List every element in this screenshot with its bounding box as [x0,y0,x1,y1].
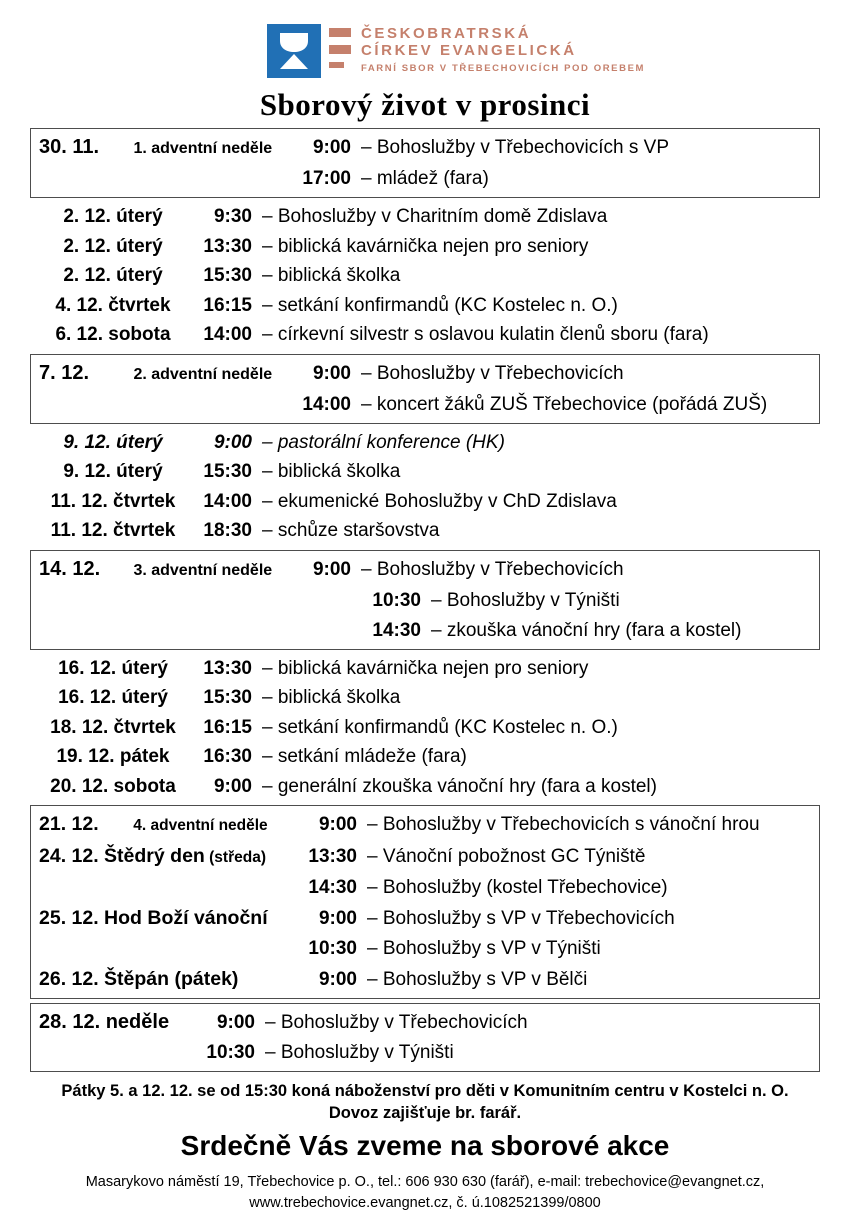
event-date: 16. 12. úterý [58,657,168,679]
event-time: 14:00 [203,324,252,345]
event-description: – setkání mládeže (fara) [262,746,467,767]
event-date-cell [39,132,289,164]
event-time: 9:00 [312,558,351,580]
schedule-group-week1 [30,202,820,350]
event-time: 13:30 [308,846,357,867]
event-date-cell [39,964,301,995]
event-date: 4. 12. čtvrtek [55,294,171,316]
event-date: 19. 12. pátek [56,746,170,767]
event-date-cell [38,232,188,262]
event-description: – ekumenické Bohoslužby v ChD Zdislava [262,490,617,512]
event-date-cell [38,457,188,487]
event-date-cell [39,841,301,873]
event-date-cell [39,358,289,390]
event-description: – koncert žáků ZUŠ Třebechovice (pořádá ZUŠ) [361,393,768,415]
event-description: – Bohoslužby v Třebechovicích [361,558,624,580]
event-description: – biblická školka [262,461,401,482]
event-time: 10:30 [372,589,421,611]
event-time: 9:00 [312,362,351,384]
event-date: 14. 12. [39,557,101,580]
event-row [31,358,819,390]
event-row [31,934,819,964]
schedule [30,128,820,1072]
logo-inner [267,24,645,78]
closing-invitation: Srdečně Vás zveme na sborové akce [180,1130,670,1161]
event-description: – biblická školka [262,265,401,286]
schedule-group-week2 [30,428,820,546]
event-date-label: 4. adventní neděle [129,817,268,834]
event-date-cell [39,554,289,586]
event-date: 9. 12. úterý [63,431,163,453]
event-time: 15:30 [203,461,252,482]
event-date: 6. 12. sobota [55,324,171,345]
event-row [31,903,819,934]
event-description: – mládež (fara) [361,168,489,189]
event-date: 2. 12. úterý [63,235,163,257]
event-time: 14:00 [203,490,252,512]
event-date-label: 2. adventní neděle [129,365,273,383]
event-time: 13:30 [203,235,252,257]
schedule-group-week3 [30,654,820,802]
event-row [31,390,819,420]
notes [30,1080,820,1124]
org-name-line3: FARNÍ SBOR V TŘEBECHOVICÍCH POD OREBEM [360,63,646,74]
event-date-cell [39,903,301,934]
event-description: – Bohoslužby s VP v Týništi [367,938,601,959]
event-row [31,841,819,873]
event-description: – Bohoslužby v Třebechovicích [361,362,624,384]
event-time: 14:30 [308,877,357,898]
event-row [31,1038,819,1068]
event-time: 9:00 [318,908,357,929]
schedule-group-adv2 [30,354,820,424]
event-row [30,487,820,517]
event-description: – zkouška vánoční hry (fara a kostel) [431,619,742,641]
event-description: – generální zkouška vánoční hry (fara a kostel) [262,775,657,797]
event-date-cell [38,261,188,291]
page-title: Sborový život v prosinci [259,87,591,122]
event-row [31,809,819,841]
event-time: 18:30 [203,520,252,541]
event-description: – setkání konfirmandů (KC Kostelec n. O.) [262,716,618,738]
event-date: 24. 12. Štědrý den [39,845,205,867]
event-description: – schůze staršovstva [262,520,440,541]
church-logo [30,24,820,78]
event-date: 7. 12. [39,361,90,384]
event-date-cell [38,683,188,713]
contact-footer [30,1172,820,1214]
event-date-cell [38,713,188,743]
event-row [30,654,820,684]
event-description: – Bohoslužby v Týništi [431,589,620,611]
event-date-cell [38,742,188,772]
event-description: – Bohoslužby v Třebechovicích s VP [361,137,670,158]
event-time: 17:00 [302,168,351,189]
event-date: 21. 12. [39,813,99,835]
event-time: 10:30 [308,938,357,959]
org-name-line1: ČESKOBRATRSKÁ [360,25,532,42]
event-time: 16:30 [203,746,252,767]
event-date-cell [39,1007,199,1037]
schedule-group-final [30,1003,820,1072]
event-time: 9:00 [216,1012,255,1033]
event-description: – pastorální konference (HK) [262,431,505,453]
event-description: – biblická kavárnička nejen pro seniory [262,235,589,257]
event-description: – biblická kavárnička nejen pro seniory [262,657,589,679]
event-row [30,772,820,802]
event-row [31,164,819,194]
event-row [31,586,819,616]
event-time: 9:00 [318,969,357,990]
event-date: 26. 12. Štěpán (pátek) [39,968,239,990]
event-time: 14:30 [372,619,421,641]
event-description: – Bohoslužby v Třebechovicích [265,1012,528,1033]
event-description: – setkání konfirmandů (KC Kostelec n. O.) [262,294,618,316]
event-time: 9:30 [213,206,252,227]
event-date: 25. 12. Hod Boží vánoční [39,907,268,929]
event-time: 15:30 [203,687,252,708]
event-row [30,683,820,713]
event-time: 15:30 [203,265,252,286]
event-description: – Bohoslužby v Týništi [265,1042,454,1063]
schedule-group-adv3 [30,550,820,650]
event-time: 9:00 [213,431,252,453]
event-date-cell [38,772,188,802]
event-time: 16:15 [203,294,252,316]
event-date-cell [38,320,188,350]
event-time: 16:15 [203,716,252,738]
event-row [31,616,819,646]
event-date-cell [38,291,188,321]
event-row [30,516,820,546]
event-date: 11. 12. čtvrtek [50,490,176,512]
event-row [30,742,820,772]
event-description: – Bohoslužby s VP v Bělči [367,969,588,990]
event-date: 2. 12. úterý [63,265,163,286]
event-date-label: 3. adventní neděle [129,561,273,579]
event-time: 9:00 [318,814,357,835]
event-description: – biblická školka [262,687,401,708]
event-date-cell [38,202,188,232]
event-date: 30. 11. [39,136,100,158]
org-name-line2: CÍRKEV EVANGELICKÁ [360,42,577,59]
event-date-cell [38,516,188,546]
contact-line2: www.trebechovice.evangnet.cz, č. ú.1082521399/0800 [249,1195,601,1211]
chalice-icon [267,24,351,78]
event-date: 16. 12. úterý [58,687,168,708]
event-row [30,261,820,291]
event-row [30,457,820,487]
event-date-cell [39,809,301,841]
event-date: 2. 12. úterý [63,206,163,227]
note-line2: Dovoz zajišťuje br. farář. [328,1104,522,1122]
event-time: 14:00 [302,393,351,415]
event-row [30,713,820,743]
event-description: – Bohoslužby v Charitním domě Zdislava [262,206,608,227]
event-time: 13:30 [203,657,252,679]
event-date-label: 1. adventní neděle [129,140,273,157]
event-date-cell [38,487,188,517]
event-row [30,232,820,262]
schedule-group-christmas [30,805,820,999]
event-row [31,964,819,995]
contact-line1: Masarykovo náměstí 19, Třebechovice p. O., tel.: 606 930 630 (farář), e-mail: trebechovice@evangnet.cz, [85,1174,765,1190]
event-date-cell [38,428,188,458]
event-description: – Bohoslužby v Třebechovicích s vánoční hrou [367,814,760,835]
event-description: – Vánoční pobožnost GC Týniště [367,846,646,867]
event-row [30,291,820,321]
event-description: – Bohoslužby s VP v Třebechovicích [367,908,675,929]
event-description: – církevní silvestr s oslavou kulatin členů sboru (fara) [262,324,709,345]
logo-text [361,24,645,75]
event-date-cell [38,654,188,684]
schedule-group-adv1 [30,128,820,198]
event-row [30,320,820,350]
event-row [30,202,820,232]
event-row [31,873,819,903]
note-line1: Pátky 5. a 12. 12. se od 15:30 koná náboženství pro děti v Komunitním centru v Kostelci n. O. [61,1082,789,1100]
event-time: 10:30 [206,1042,255,1063]
event-date: 11. 12. čtvrtek [50,520,176,541]
event-description: – Bohoslužby (kostel Třebechovice) [367,877,668,898]
event-date: 20. 12. sobota [50,775,176,797]
event-date: 9. 12. úterý [63,461,163,482]
event-date: 28. 12. neděle [39,1011,170,1033]
event-date: 18. 12. čtvrtek [50,716,176,738]
event-row [31,1007,819,1038]
event-time: 9:00 [312,137,351,158]
event-time: 9:00 [213,775,252,797]
event-row [31,132,819,164]
event-date-label: (středa) [204,849,266,866]
event-row [31,554,819,586]
event-row [30,428,820,458]
